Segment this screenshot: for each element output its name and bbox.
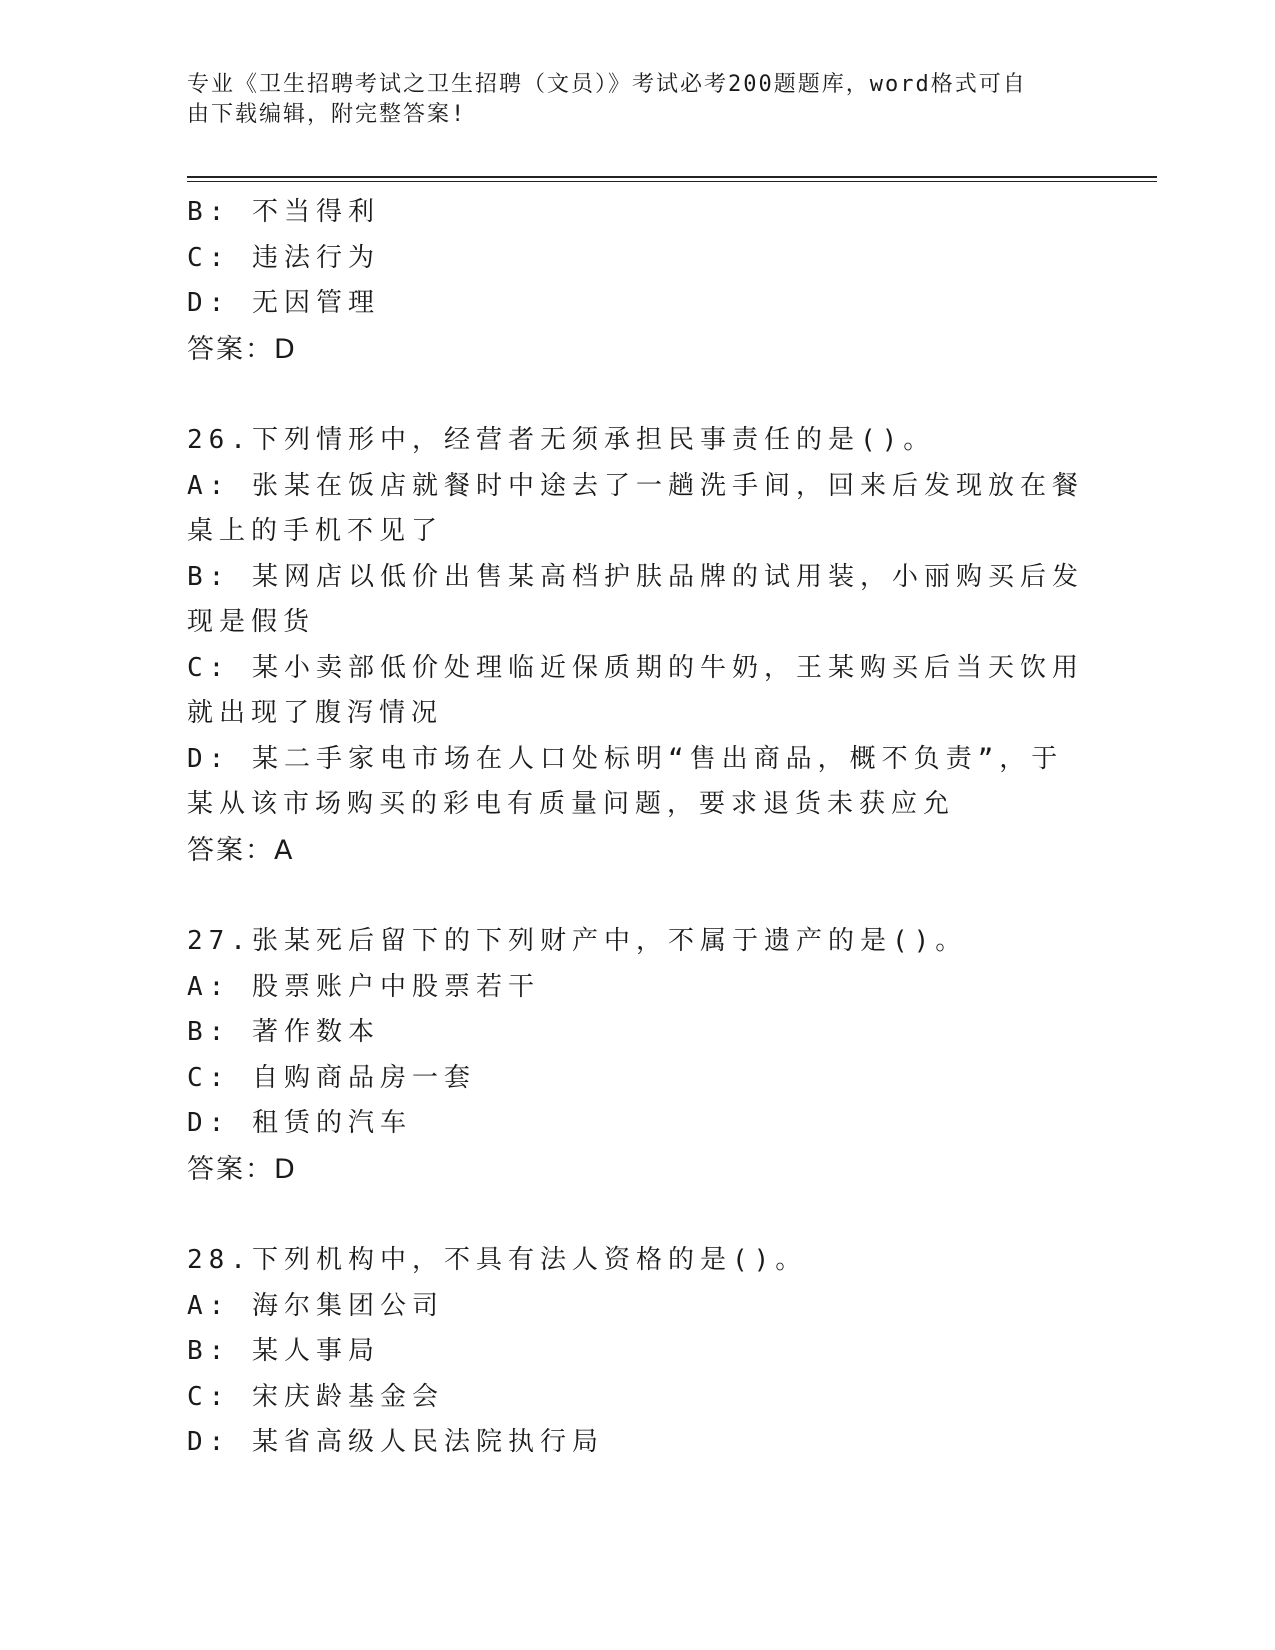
option-d: D: 无因管理 xyxy=(187,288,380,318)
question-26 xyxy=(187,418,1087,873)
answer-line: 答案：D xyxy=(187,333,297,365)
question-fragment xyxy=(187,190,1087,372)
option-a: A: 股票账户中股票若干 xyxy=(187,971,540,1002)
option-c: C: 某小卖部低价处理临近保质期的牛奶，王某购买后当天饮用就出现了腹泻情况 xyxy=(187,652,1084,728)
option-b: B: 某人事局 xyxy=(187,1336,380,1366)
answer-line: 答案：D xyxy=(187,1153,297,1185)
option-b: B: 不当得利 xyxy=(187,197,380,227)
option-c: C: 自购商品房一套 xyxy=(187,1062,476,1093)
option-b: B: 某网店以低价出售某高档护肤品牌的试用装，小丽购买后发现是假货 xyxy=(187,561,1084,637)
option-c: C: 违法行为 xyxy=(187,242,380,273)
option-d: D: 某二手家电市场在人口处标明“售出商品，概不负责”，于某从该市场购买的彩电有质量问题，要求退货未获应允 xyxy=(187,743,1064,819)
answer-line: 答案：A xyxy=(187,834,295,866)
option-b: B: 著作数本 xyxy=(187,1017,380,1047)
option-a: A: 张某在饭店就餐时中途去了一趟洗手间，回来后发现放在餐桌上的手机不见了 xyxy=(187,470,1084,546)
question-27 xyxy=(187,919,1087,1192)
question-list xyxy=(187,190,1087,1466)
option-c: C: 宋庆龄基金会 xyxy=(187,1381,444,1412)
option-d: D: 租赁的汽车 xyxy=(187,1108,412,1138)
header-divider xyxy=(187,176,1157,182)
option-d: D: 某省高级人民法院执行局 xyxy=(187,1427,604,1457)
option-a: A: 海尔集团公司 xyxy=(187,1290,444,1321)
question-stem: 26.下列情形中，经营者无须承担民事责任的是()。 xyxy=(187,425,936,455)
header-line-1: 专业《卫生招聘考试之卫生招聘（文员）》考试必考200题题库，word格式可自 xyxy=(187,72,1027,97)
header-line-2: 由下载编辑，附完整答案! xyxy=(187,102,467,127)
question-28 xyxy=(187,1238,1087,1466)
question-stem: 28.下列机构中，不具有法人资格的是()。 xyxy=(187,1245,808,1275)
page-header xyxy=(187,70,1067,130)
question-stem: 27.张某死后留下的下列财产中，不属于遗产的是()。 xyxy=(187,926,968,956)
